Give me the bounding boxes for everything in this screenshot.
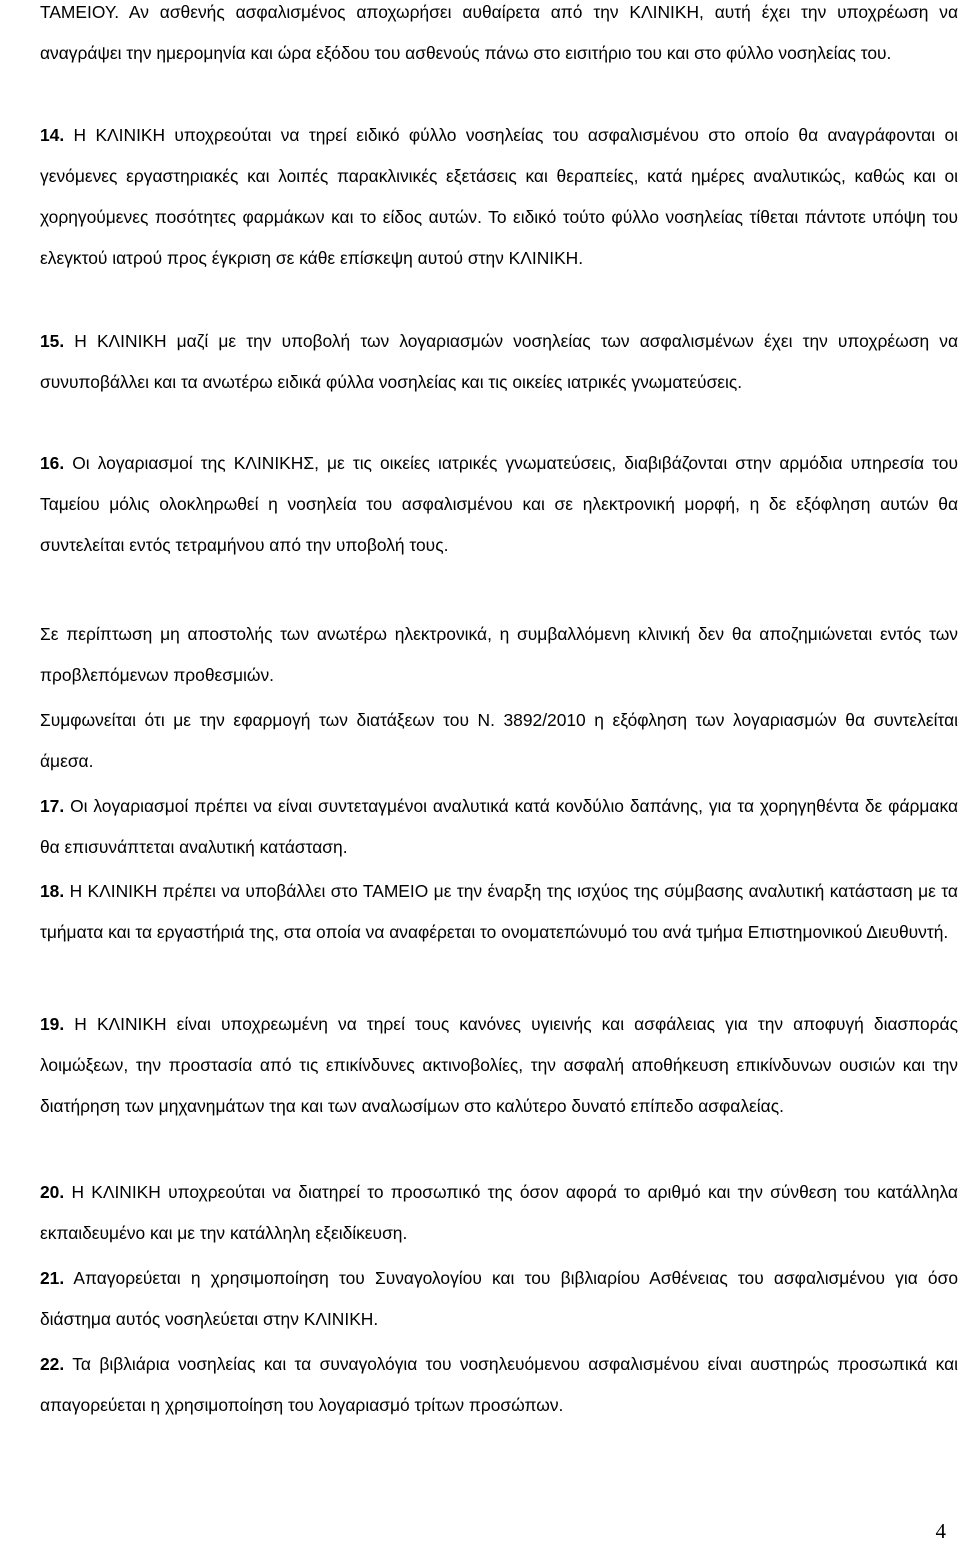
paragraph-intro [40,0,958,74]
paragraph-22 [40,1344,958,1426]
paragraph-number: 15. [40,331,65,351]
paragraph-number: 20. [40,1182,65,1202]
paragraph-number: 22. [40,1354,65,1374]
paragraph-16-note-b [40,700,958,782]
paragraph-number: 19. [40,1014,65,1034]
paragraph-text: Η ΚΛΙΝΙΚΗ μαζί με την υποβολή των λογαριασμών νοσηλείας των ασφαλισμένων έχει την υποχρέωση να συνυποβάλλει και τα ανωτέρω ειδικά φύλλα νοσηλείας και τις οικείες ιατρικές γνωματεύσεις. [40,331,958,392]
paragraph-15 [40,321,958,403]
paragraph-text: Σε περίπτωση μη αποστολής των ανωτέρω ηλεκτρονικά, η συμβαλλόμενη κλινική δεν θα αποζημιώνεται εντός των προβλεπόμενων προθεσμιών. [40,624,958,685]
paragraph-19 [40,1004,958,1127]
paragraph-text: Οι λογαριασμοί της ΚΛΙΝΙΚΗΣ, με τις οικείες ιατρικές γνωματεύσεις, διαβιβάζονται στην αρμόδια υπηρεσία του Ταμείου μόλις ολοκληρωθεί η νοσηλεία του ασφαλισμένου και σε ηλεκτρονική μορφή, η δε εξόφληση αυτών θα συντελείται εντός τετραμήνου από την υποβολή τους. [40,453,958,555]
paragraph-text: Απαγορεύεται η χρησιμοποίηση του Συναγολογίου και του βιβλιαρίου Ασθένειας του ασφαλισμένου για όσο διάστημα αυτός νοσηλεύεται στην ΚΛΙΝΙΚΗ. [40,1268,959,1329]
paragraph-text: Τα βιβλιάρια νοσηλείας και τα συναγολόγια του νοσηλευόμενου ασφαλισμένου είναι αυστηρώς προσωπικά και απαγορεύεται η χρησιμοποίηση του λογαριασμό τρίτων προσώπων. [40,1354,958,1415]
paragraph-text: Η ΚΛΙΝΙΚΗ υποχρεούται να διατηρεί το προσωπικό της όσον αφορά το αριθμό και την σύνθεση του κατάλληλα εκπαιδευμένο και με την κατάλληλη εξειδίκευση. [40,1182,958,1243]
paragraph-20 [40,1172,958,1254]
paragraph-text: Η ΚΛΙΝΙΚΗ πρέπει να υποβάλλει στο ΤΑΜΕΙΟ με την έναρξη της ισχύος της σύμβασης αναλυτική κατάσταση με τα τμήματα και τα εργαστήριά της, στα οποία να αναφέρεται το ονοματεπώνυμό του ανά τμήμα Επιστημονικού Διευθυντή. [40,881,958,942]
paragraph-16-note-a [40,614,958,696]
paragraph-text: Οι λογαριασμοί πρέπει να είναι συντεταγμένοι αναλυτικά κατά κονδύλιο δαπάνης, για τα χορηγηθέντα δε φάρμακα θα επισυνάπτεται αναλυτική κατάσταση. [40,796,958,857]
paragraph-17 [40,786,958,868]
paragraph-text: ΤΑΜΕΙΟΥ. Αν ασθενής ασφαλισμένος αποχωρήσει αυθαίρετα από την ΚΛΙΝΙΚΗ, αυτή έχει την υποχρέωση να αναγράψει την ημερομηνία και ώρα εξόδου του ασθενούς πάνω στο εισιτήριο του και στο φύλλο νοσηλείας του. [40,2,958,63]
paragraph-text: Συμφωνείται ότι με την εφαρμογή των διατάξεων του Ν. 3892/2010 η εξόφληση των λογαριασμών θα συντελείται άμεσα. [40,710,958,771]
paragraph-number: 21. [40,1268,65,1288]
paragraph-number: 18. [40,881,65,901]
paragraph-18 [40,871,958,953]
paragraph-16 [40,443,958,566]
paragraph-number: 17. [40,796,65,816]
paragraph-21 [40,1258,958,1340]
paragraph-number: 14. [40,125,65,145]
page-number: 4 [935,1519,946,1543]
paragraph-14 [40,115,958,279]
paragraph-text: Η ΚΛΙΝΙΚΗ είναι υποχρεωμένη να τηρεί τους κανόνες υγιεινής και ασφάλειας για την αποφυγή διασποράς λοιμώξεων, την προστασία από τις επικίνδυνες ακτινοβολίες, την ασφαλή αποθήκευση επικίνδυνων ουσιών και την διατήρηση των μηχανημάτων τηα και των αναλωσίμων στο καλύτερο δυνατό επίπεδο ασφαλείας. [40,1014,958,1116]
paragraph-number: 16. [40,453,65,473]
paragraph-text: Η ΚΛΙΝΙΚΗ υποχρεούται να τηρεί ειδικό φύλλο νοσηλείας του ασφαλισμένου στο οποίο θα αναγράφονται οι γενόμενες εργαστηριακές και λοιπές παρακλινικές εξετάσεις και θεραπείες, κατά ημέρες αναλυτικώς, καθώς και οι χορηγούμενες ποσότητες φαρμάκων και το είδος αυτών. Το ειδικό τούτο φύλλο νοσηλείας τίθεται πάντοτε υπόψη του ελεγκτού ιατρού προς έγκριση σε κάθε επίσκεψη αυτού στην ΚΛΙΝΙΚΗ. [40,125,958,268]
